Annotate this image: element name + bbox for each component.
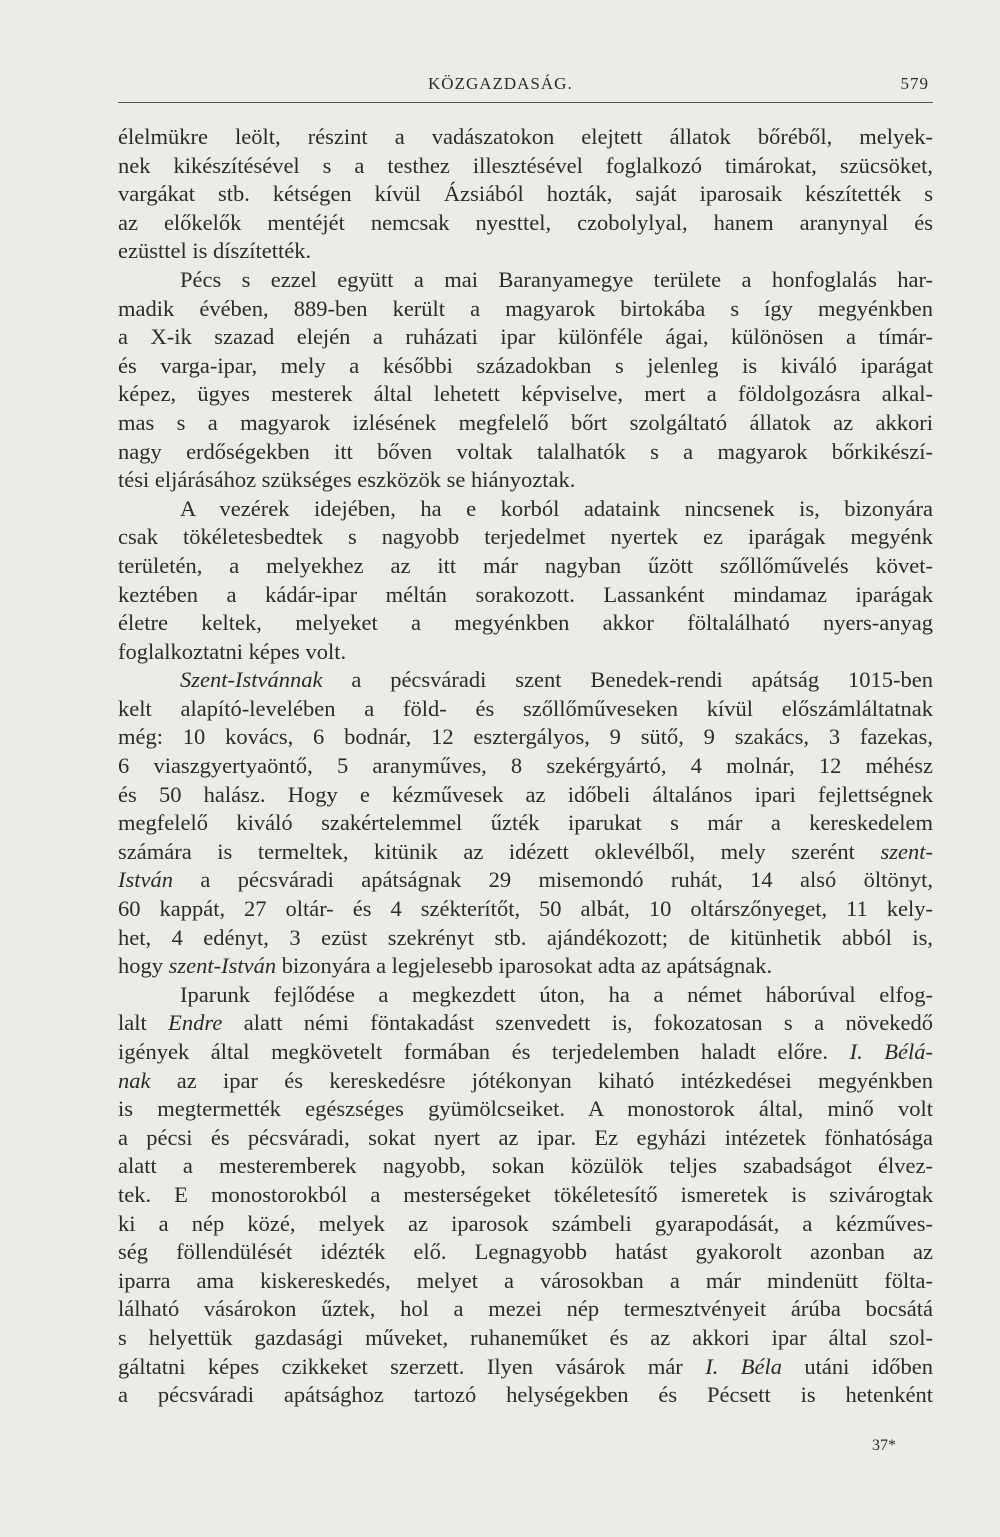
- text-segment: igények által megkövetelt formában és terjedelemben haladt előre.: [118, 1039, 850, 1064]
- text-line: [118, 1381, 933, 1410]
- page-header: [118, 70, 933, 103]
- text-line: [118, 581, 933, 610]
- text-line: [118, 552, 933, 581]
- text-line: [118, 1210, 933, 1239]
- text-segment: lálható vásárokon űztek, hol a mezei nép termesztvényeit árúba bocsátá: [118, 1296, 933, 1322]
- text-segment: ség föllendülését idézték elő. Legnagyobb hatást gyakorolt azonban az: [118, 1239, 933, 1265]
- text-segment: kelt alapító-levelében a föld- és szőllőműveseken kívül előszámláltatnak: [118, 695, 933, 721]
- text-segment: és 50 halász. Hogy e kézművesek az időbeli általános ipari fejlettségnek: [118, 781, 933, 807]
- text-line: [118, 495, 933, 524]
- text-line: [118, 352, 933, 381]
- text-segment: és varga-ipar, mely a későbbi századokban s jelenleg is kiváló iparágat: [118, 352, 933, 378]
- text-segment: nek kikészítésével s a testhez illesztésével foglalkozó timárokat, szücsöket,: [118, 152, 933, 178]
- text-line: [118, 666, 933, 695]
- italic-name: István: [118, 867, 173, 893]
- text-segment: megfelelő kiváló szakértelemmel űzték iparukat s már a kereskedelem: [118, 810, 933, 836]
- text-line: [118, 866, 933, 895]
- text-segment: mas s a magyarok izlésének megfelelő bőrt szolgáltató állatok az akkori: [118, 409, 933, 435]
- text-line: [118, 1009, 933, 1038]
- text-line: [118, 924, 933, 953]
- text-segment: a pécsváradi apátságnak 29 misemondó ruhát, 14 alsó öltönyt,: [173, 867, 933, 893]
- text-segment: vargákat stb. kétségen kívül Ázsiából hozták, saját iparosaik készítették s: [118, 181, 933, 207]
- text-line: [118, 981, 933, 1010]
- signature-mark: 37*: [872, 1437, 896, 1454]
- text-segment: az ipar és kereskedésre jótékonyan kiható intézkedései megyénkben: [150, 1067, 933, 1093]
- italic-name: Szent-Istvánnak: [180, 667, 323, 693]
- text-line: [118, 1267, 933, 1296]
- text-segment: is megtermették egészséges gyümölcseiket. A monostorok által, minő volt: [118, 1096, 933, 1122]
- text-line: [118, 1095, 933, 1124]
- italic-name: I. Béla: [705, 1353, 782, 1379]
- text-line: [118, 752, 933, 781]
- text-line: [118, 237, 933, 266]
- text-line: [118, 152, 933, 181]
- text-line: [118, 695, 933, 724]
- text-segment: hogy: [118, 953, 169, 979]
- text-segment: s helyettük gazdasági műveket, ruhaneműket és az akkori ipar által szol-: [118, 1324, 933, 1350]
- page-number: 579: [900, 74, 929, 93]
- text-segment: madik évében, 889-ben került a magyarok birtokába s így megyénkben: [118, 295, 933, 321]
- text-segment: keztében a kádár-ipar méltán sorakozott. Lassanként mindamaz iparágak: [118, 581, 933, 607]
- text-line: [118, 838, 933, 867]
- text-segment: élelmükre leölt, részint a vadászatokon elejtett állatok bőréből, melyek-: [118, 124, 933, 149]
- italic-name: szent-István: [168, 953, 277, 979]
- text-segment: utáni időben: [781, 1353, 933, 1379]
- text-line: [118, 409, 933, 438]
- text-segment: iparra ama kiskereskedés, melyet a városokban a már mindenütt fölta-: [118, 1267, 933, 1293]
- text-segment: a X-ik szazad elején a ruházati ipar különféle ágai, különösen a tímár-: [118, 324, 933, 350]
- text-segment: bizonyára a legjelesebb iparosokat adta az apátságnak.: [276, 953, 773, 979]
- running-title: KÖZGAZDASÁG.: [428, 74, 573, 93]
- text-line: [118, 1124, 933, 1153]
- text-line: [118, 1295, 933, 1324]
- text-segment: A vezérek idejében, ha e korból adataink nincsenek is, bizonyára: [180, 495, 933, 521]
- text-line: [118, 523, 933, 552]
- text-line: [118, 1038, 933, 1067]
- text-segment: számára is termeltek, kitünik az idézett oklevélből, mely szerént: [118, 838, 881, 864]
- text-line: [118, 209, 933, 238]
- text-segment: alatt a mesteremberek nagyobb, sokan közülök teljes szabadságot élvez-: [118, 1153, 933, 1179]
- text-line: [118, 723, 933, 752]
- text-segment: csak tökéletesbedtek s nagyobb terjedelmet nyertek ez iparágak megyénk: [118, 524, 933, 550]
- text-line: [118, 895, 933, 924]
- text-line: [118, 380, 933, 409]
- text-line: [118, 781, 933, 810]
- text-segment: tek. E monostorokból a mesterségeket tökéletesítő ismeretek is szivárogtak: [118, 1181, 933, 1207]
- text-segment: Pécs s ezzel együtt a mai Baranyamegye területe a honfoglalás har-: [180, 266, 933, 292]
- text-line: [118, 438, 933, 467]
- text-line: [118, 1324, 933, 1353]
- body-text: [118, 123, 933, 1410]
- text-line: [118, 323, 933, 352]
- text-line: [118, 952, 933, 981]
- text-line: [118, 1181, 933, 1210]
- text-segment: Iparunk fejlődése a megkezdett úton, ha a német háborúval elfog-: [180, 981, 933, 1007]
- text-line: [118, 180, 933, 209]
- text-segment: területén, a melyekhez az itt már nagyban űzött szőllőművelés követ-: [118, 552, 933, 578]
- text-segment: a pécsi és pécsváradi, sokat nyert az ipar. Ez egyházi intézetek fönhatósága: [118, 1124, 933, 1150]
- text-line: [118, 123, 933, 152]
- text-line: [118, 466, 933, 495]
- text-segment: gáltatni képes czikkeket szerzett. Ilyen vásárok már: [118, 1353, 706, 1379]
- text-segment: foglalkoztatni képes volt.: [118, 638, 347, 664]
- text-line: [118, 1067, 933, 1096]
- text-segment: ezüsttel is díszítették.: [118, 238, 312, 264]
- text-segment: lalt: [118, 1010, 169, 1036]
- text-segment: ki a nép közé, melyek az iparosok számbeli gyarapodását, a kézműves-: [118, 1210, 933, 1236]
- text-segment: még: 10 kovács, 6 bodnár, 12 esztergályos, 9 sütő, 9 szakács, 3 fazekas,: [118, 724, 933, 750]
- text-line: [118, 1353, 933, 1382]
- italic-name: Endre: [168, 1010, 223, 1036]
- text-segment: 6 viaszgyertyaöntő, 5 aranyműves, 8 szekérgyártó, 4 molnár, 12 méhész: [118, 753, 933, 779]
- text-line: [118, 1152, 933, 1181]
- text-segment: az előkelők mentéjét nemcsak nyesttel, czobolylyal, hanem aranynyal és: [118, 209, 933, 235]
- text-segment: képez, ügyes mesterek által lehetett képviselve, mert a földolgozásra alkal-: [118, 381, 933, 407]
- italic-name: I. Bélá-: [849, 1039, 933, 1064]
- text-line: [118, 609, 933, 638]
- text-segment: a pécsváradi szent Benedek-rendi apátság 1015-ben: [322, 667, 933, 693]
- text-line: [118, 295, 933, 324]
- text-segment: 60 kappát, 27 oltár- és 4 székterítőt, 50 albát, 10 oltárszőnyeget, 11 kely-: [118, 896, 933, 922]
- text-segment: nagy erdőségekben itt bőven voltak talalhatók s a magyarok bőrkikészí-: [118, 438, 933, 464]
- italic-name: szent-: [880, 838, 933, 864]
- italic-name: nak: [118, 1067, 151, 1093]
- text-segment: a pécsváradi apátsághoz tartozó helységekben és Pécsett is hetenként: [118, 1382, 933, 1408]
- text-segment: tési eljárásához szükséges eszközök se hiányoztak.: [118, 467, 576, 493]
- text-line: [118, 1238, 933, 1267]
- text-segment: alatt némi föntakadást szenvedett is, fokozatosan s a növekedő: [222, 1010, 933, 1036]
- text-line: [118, 638, 933, 667]
- text-line: [118, 809, 933, 838]
- text-segment: életre keltek, melyeket a megyénkben akkor föltalálható nyers-anyag: [118, 610, 933, 636]
- text-line: [118, 266, 933, 295]
- text-segment: het, 4 edényt, 3 ezüst szekrényt stb. ajándékozott; de kitünhetik abból is,: [118, 924, 933, 950]
